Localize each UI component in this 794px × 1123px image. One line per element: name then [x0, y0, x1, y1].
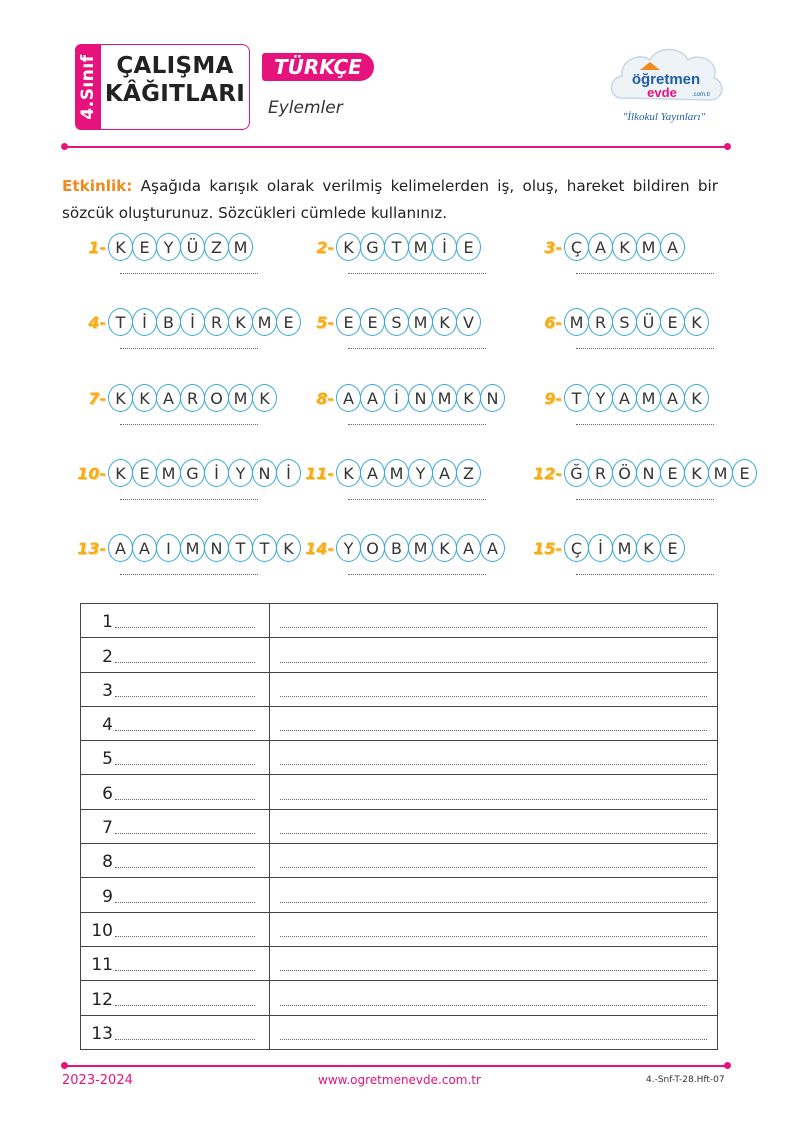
answer-line[interactable]: [576, 499, 714, 500]
item-number: 4-: [88, 313, 106, 332]
table-row: [81, 878, 717, 912]
letter-bubble: A: [432, 459, 457, 487]
word-cell[interactable]: [81, 1016, 270, 1049]
word-cell[interactable]: [81, 878, 270, 911]
item-number: 10-: [77, 464, 106, 483]
row-number: 8: [102, 852, 113, 873]
sentence-line[interactable]: [280, 696, 707, 697]
letter-bubble: Y: [228, 459, 253, 487]
letter-bubbles: [336, 308, 480, 336]
letter-bubble: A: [108, 534, 133, 562]
sentence-line[interactable]: [280, 1039, 707, 1040]
word-line[interactable]: [115, 833, 255, 834]
logo-domain: .com.tr: [692, 92, 711, 98]
letter-bubble: K: [108, 459, 133, 487]
row-number: 13: [91, 1023, 113, 1044]
word-cell[interactable]: [81, 741, 270, 774]
sentence-cell[interactable]: [270, 981, 717, 1014]
letter-bubble: Ü: [180, 233, 205, 261]
letter-bubble: A: [660, 384, 685, 412]
letter-bubble: K: [684, 459, 709, 487]
letter-bubble: S: [384, 308, 409, 336]
letter-bubble: A: [456, 534, 481, 562]
table-row: [81, 604, 717, 638]
row-number: 6: [102, 783, 113, 804]
letter-bubble: M: [612, 534, 637, 562]
letter-bubbles: [564, 308, 708, 336]
letter-bubble: A: [336, 384, 361, 412]
letter-bubble: E: [456, 233, 481, 261]
item-number: 14-: [305, 539, 334, 558]
word-line[interactable]: [115, 696, 255, 697]
word-cell[interactable]: [81, 604, 270, 637]
letter-bubble: Ç: [564, 233, 589, 261]
sentence-line[interactable]: [280, 867, 707, 868]
letter-bubble: E: [132, 459, 157, 487]
letter-bubble: Ü: [636, 308, 661, 336]
letter-bubble: E: [336, 308, 361, 336]
row-number: 10: [91, 920, 113, 941]
letter-bubble: B: [384, 534, 409, 562]
letter-bubble: K: [432, 534, 457, 562]
letter-bubble: N: [636, 459, 661, 487]
item-number: 1-: [88, 238, 106, 257]
logo-name-top: öğretmen: [631, 71, 701, 88]
answer-line[interactable]: [120, 348, 258, 349]
item-number: 7-: [88, 389, 106, 408]
letter-bubble: M: [408, 308, 433, 336]
sentence-cell[interactable]: [270, 878, 717, 911]
word-cell[interactable]: [81, 947, 270, 980]
letter-bubble: M: [156, 459, 181, 487]
answer-line[interactable]: [120, 273, 258, 274]
letter-bubble: İ: [276, 459, 301, 487]
word-cell[interactable]: [81, 913, 270, 946]
letter-bubble: N: [204, 534, 229, 562]
letter-bubble: K: [612, 233, 637, 261]
letter-bubble: E: [732, 459, 757, 487]
letter-bubble: K: [132, 384, 157, 412]
sentence-cell[interactable]: [270, 707, 717, 740]
letter-bubble: R: [588, 308, 613, 336]
letter-bubble: İ: [204, 459, 229, 487]
letter-bubble: K: [456, 384, 481, 412]
letter-bubbles: [564, 534, 684, 562]
letter-bubble: G: [360, 233, 385, 261]
table-row: [81, 741, 717, 775]
letter-bubble: K: [108, 233, 133, 261]
letter-bubble: E: [132, 233, 157, 261]
word-cell[interactable]: [81, 707, 270, 740]
letter-bubbles: [336, 233, 480, 261]
title-line-1: ÇALIŞMA: [116, 53, 234, 79]
sentence-line[interactable]: [280, 730, 707, 731]
word-line[interactable]: [115, 1039, 255, 1040]
letter-bubble: M: [636, 233, 661, 261]
word-cell[interactable]: [81, 844, 270, 877]
sentence-line[interactable]: [280, 833, 707, 834]
sentence-cell[interactable]: [270, 844, 717, 877]
word-cell[interactable]: [81, 810, 270, 843]
letter-bubble: Z: [456, 459, 481, 487]
letter-bubble: Y: [408, 459, 433, 487]
answer-line[interactable]: [120, 574, 258, 575]
letter-bubble: R: [204, 308, 229, 336]
sentence-line[interactable]: [280, 764, 707, 765]
sentence-cell[interactable]: [270, 604, 717, 637]
word-line[interactable]: [115, 627, 255, 628]
table-row: [81, 707, 717, 741]
sentence-line[interactable]: [280, 799, 707, 800]
title-box: [101, 44, 250, 130]
letter-bubble: K: [336, 233, 361, 261]
sentence-cell[interactable]: [270, 1016, 717, 1049]
sentence-line[interactable]: [280, 662, 707, 663]
topic-label: Eylemler: [268, 98, 343, 118]
letter-bubble: Ç: [564, 534, 589, 562]
item-number: 8-: [316, 389, 334, 408]
letter-bubble: K: [684, 308, 709, 336]
rule-dot-right: [724, 143, 731, 150]
word-line[interactable]: [115, 1005, 255, 1006]
answer-line[interactable]: [120, 424, 258, 425]
letter-bubble: N: [408, 384, 433, 412]
letter-bubble: M: [564, 308, 589, 336]
answer-table: [80, 603, 718, 1050]
letter-bubbles: [564, 233, 684, 261]
letter-bubble: O: [360, 534, 385, 562]
sentence-cell[interactable]: [270, 775, 717, 808]
letter-bubble: K: [636, 534, 661, 562]
word-line[interactable]: [115, 936, 255, 937]
letter-bubble: R: [180, 384, 205, 412]
logo-name-bottom: evde: [647, 85, 677, 100]
letter-bubbles: [108, 459, 300, 487]
letter-bubble: A: [588, 233, 613, 261]
letter-bubble: I: [156, 534, 181, 562]
letter-bubble: T: [252, 534, 277, 562]
letter-bubble: Y: [156, 233, 181, 261]
word-line[interactable]: [115, 764, 255, 765]
row-number: 2: [102, 646, 113, 667]
title-line-2: KÂĞITLARI: [104, 80, 246, 107]
grade-tab: [75, 44, 101, 130]
item-number: 9-: [544, 389, 562, 408]
letter-bubble: A: [360, 384, 385, 412]
sentence-line[interactable]: [280, 627, 707, 628]
letter-bubbles: [564, 384, 708, 412]
letter-bubble: M: [408, 534, 433, 562]
letter-bubble: T: [228, 534, 253, 562]
footer-year: 2023-2024: [62, 1073, 133, 1088]
bottom-rule: [64, 1065, 728, 1067]
sentence-cell[interactable]: [270, 947, 717, 980]
letter-bubble: Y: [588, 384, 613, 412]
row-number: 7: [102, 818, 113, 839]
answer-line[interactable]: [348, 574, 486, 575]
row-number: 9: [102, 886, 113, 907]
table-row: [81, 673, 717, 707]
item-number: 6-: [544, 313, 562, 332]
letter-bubble: V: [456, 308, 481, 336]
letter-bubble: İ: [432, 233, 457, 261]
letter-bubble: Ö: [612, 459, 637, 487]
letter-bubble: K: [684, 384, 709, 412]
letter-bubble: K: [228, 308, 253, 336]
letter-bubbles: [108, 233, 252, 261]
letter-bubbles: [336, 459, 480, 487]
letter-bubble: R: [588, 459, 613, 487]
table-row: [81, 638, 717, 672]
sentence-cell[interactable]: [270, 810, 717, 843]
word-line[interactable]: [115, 662, 255, 663]
letter-bubble: K: [108, 384, 133, 412]
letter-bubble: K: [252, 384, 277, 412]
item-number: 15-: [533, 539, 562, 558]
letter-bubble: İ: [132, 308, 157, 336]
table-row: [81, 775, 717, 809]
word-cell[interactable]: [81, 638, 270, 671]
table-row: [81, 844, 717, 878]
letter-bubbles: [564, 459, 756, 487]
letter-bubble: B: [156, 308, 181, 336]
row-number: 3: [102, 680, 113, 701]
instructions-label: Etkinlik:: [62, 177, 133, 195]
letter-bubble: A: [480, 534, 505, 562]
word-line[interactable]: [115, 799, 255, 800]
sentence-line[interactable]: [280, 1005, 707, 1006]
letter-bubble: M: [408, 233, 433, 261]
word-line[interactable]: [115, 902, 255, 903]
letter-bubble: M: [384, 459, 409, 487]
answer-line[interactable]: [576, 348, 714, 349]
word-cell[interactable]: [81, 981, 270, 1014]
instructions-text: Aşağıda karışık olarak verilmiş kelimelerden iş, oluş, hareket bildiren bir sözcük oluşturunuz. Sözcükleri cümlede kullanınız.: [62, 177, 718, 222]
letter-bubble: K: [276, 534, 301, 562]
letter-bubble: K: [432, 308, 457, 336]
sentence-line[interactable]: [280, 970, 707, 971]
letter-bubble: S: [612, 308, 637, 336]
letter-bubble: M: [252, 308, 277, 336]
letter-bubble: E: [660, 308, 685, 336]
letter-bubbles: [336, 384, 504, 412]
letter-bubble: M: [228, 233, 253, 261]
top-rule: [64, 146, 728, 148]
item-number: 2-: [316, 238, 334, 257]
letter-bubble: N: [480, 384, 505, 412]
letter-bubble: M: [228, 384, 253, 412]
letter-bubbles: [108, 384, 276, 412]
answer-line[interactable]: [348, 348, 486, 349]
letter-bubble: Y: [336, 534, 361, 562]
letter-bubble: M: [432, 384, 457, 412]
answer-line[interactable]: [576, 574, 714, 575]
letter-bubble: E: [660, 534, 685, 562]
letter-bubble: A: [612, 384, 637, 412]
letter-bubble: E: [660, 459, 685, 487]
answer-line[interactable]: [120, 499, 258, 500]
answer-line[interactable]: [348, 499, 486, 500]
table-row: [81, 981, 717, 1015]
letter-bubble: Z: [204, 233, 229, 261]
letter-bubble: E: [360, 308, 385, 336]
logo-slogan: "İlkokul Yayınları": [622, 111, 706, 123]
row-number: 11: [91, 955, 113, 976]
answer-line[interactable]: [576, 424, 714, 425]
publisher-logo: [604, 40, 728, 130]
rule-dot-right-bottom: [724, 1062, 731, 1069]
table-row: [81, 947, 717, 981]
letter-bubble: M: [636, 384, 661, 412]
letter-bubbles: [336, 534, 504, 562]
instructions: [62, 173, 718, 227]
item-number: 11-: [305, 464, 334, 483]
footer-url[interactable]: www.ogretmenevde.com.tr: [318, 1073, 481, 1087]
item-number: 5-: [316, 313, 334, 332]
row-number: 4: [102, 715, 113, 736]
letter-bubble: İ: [180, 308, 205, 336]
answer-line[interactable]: [348, 273, 486, 274]
letter-bubble: Ğ: [564, 459, 589, 487]
sentence-cell[interactable]: [270, 913, 717, 946]
sentence-line[interactable]: [280, 902, 707, 903]
sentence-cell[interactable]: [270, 638, 717, 671]
row-number: 1: [102, 612, 113, 633]
letter-bubbles: [108, 308, 300, 336]
letter-bubble: A: [132, 534, 157, 562]
letter-bubble: M: [180, 534, 205, 562]
sentence-line[interactable]: [280, 936, 707, 937]
subject-badge: TÜRKÇE: [262, 53, 374, 81]
letter-bubble: E: [276, 308, 301, 336]
word-line[interactable]: [115, 970, 255, 971]
letter-bubble: A: [360, 459, 385, 487]
table-row: [81, 913, 717, 947]
letter-bubble: İ: [588, 534, 613, 562]
word-cell[interactable]: [81, 775, 270, 808]
letter-bubble: K: [336, 459, 361, 487]
letter-bubble: A: [660, 233, 685, 261]
letter-bubble: T: [384, 233, 409, 261]
item-number: 12-: [533, 464, 562, 483]
letter-bubble: G: [180, 459, 205, 487]
letter-bubble: N: [252, 459, 277, 487]
cloud-logo-icon: [604, 40, 728, 130]
sentence-cell[interactable]: [270, 741, 717, 774]
row-number: 12: [91, 989, 113, 1010]
word-line[interactable]: [115, 867, 255, 868]
row-number: 5: [102, 749, 113, 770]
table-row: [81, 810, 717, 844]
footer-code: 4.-Snf-T-28.Hft-07: [646, 1075, 725, 1085]
letter-bubble: M: [708, 459, 733, 487]
item-number: 13-: [77, 539, 106, 558]
answer-line[interactable]: [348, 424, 486, 425]
letter-bubble: T: [564, 384, 589, 412]
word-line[interactable]: [115, 730, 255, 731]
word-cell[interactable]: [81, 673, 270, 706]
table-row: [81, 1016, 717, 1050]
letter-bubbles: [108, 534, 300, 562]
item-number: 3-: [544, 238, 562, 257]
letter-bubble: T: [108, 308, 133, 336]
letter-bubble: İ: [384, 384, 409, 412]
grade-label: 4.Sınıf: [78, 54, 98, 120]
letter-bubble: A: [156, 384, 181, 412]
letter-bubble: O: [204, 384, 229, 412]
sentence-cell[interactable]: [270, 673, 717, 706]
answer-line[interactable]: [576, 273, 714, 274]
